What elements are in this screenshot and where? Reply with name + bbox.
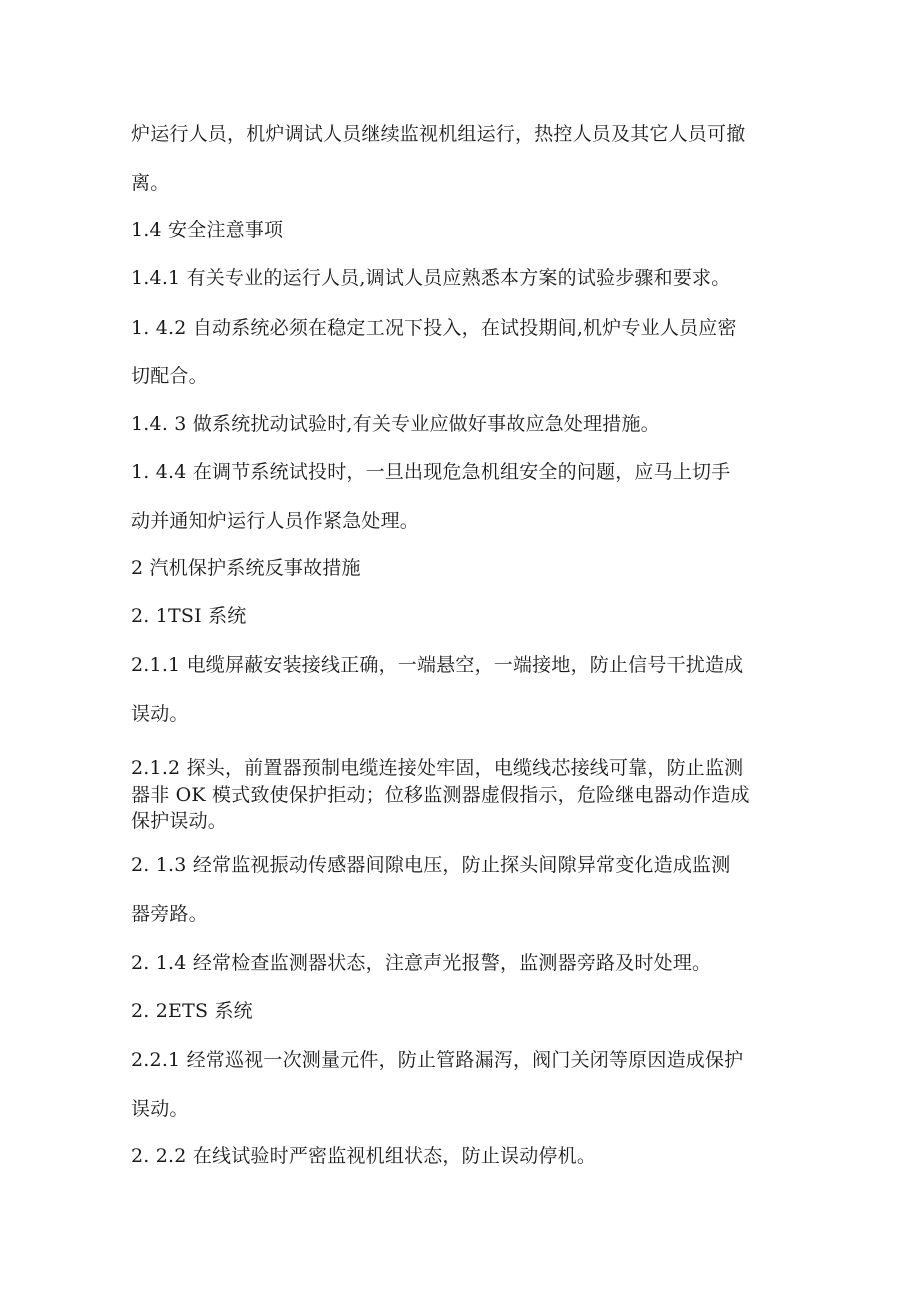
text-line: 离。	[131, 172, 170, 194]
text-line: 器非 OK 模式致使保护拒动；位移监测器虚假指示，危险继电器动作造成	[131, 784, 750, 806]
section-heading: 2. 1TSI 系统	[131, 605, 247, 627]
text-line: 保护误动。	[131, 810, 228, 832]
section-heading: 2 汽机保护系统反事故措施	[131, 557, 361, 579]
text-line: 器旁路。	[131, 903, 208, 925]
text-line: 炉运行人员，机炉调试人员继续监视机组运行，热控人员及其它人员可撤	[131, 123, 746, 145]
text-line: 1.4. 3 做系统扰动试验时,有关专业应做好事故应急处理措施。	[131, 413, 660, 435]
section-heading: 2. 2ETS 系统	[131, 1000, 253, 1022]
text-line: 2.2.1 经常巡视一次测量元件，防止管路漏泻，阀门关闭等原因造成保护	[131, 1049, 744, 1071]
text-line: 2.1.2 探头，前置器预制电缆连接处牢固，电缆线芯接线可靠，防止监测	[131, 757, 744, 779]
text-line: 切配合。	[131, 365, 208, 387]
text-line: 2.1.1 电缆屏蔽安装接线正确，一端悬空，一端接地，防止信号干扰造成	[131, 654, 744, 676]
text-line: 2. 2.2 在线试验时严密监视机组状态，防止误动停机。	[131, 1145, 597, 1167]
text-line: 2. 1.4 经常检查监测器状态，注意声光报警，监测器旁路及时处理。	[131, 952, 712, 974]
text-line: 1.4.1 有关专业的运行人员,调试人员应熟悉本方案的试验步骤和要求。	[131, 267, 731, 289]
text-line: 误动。	[131, 1098, 189, 1120]
text-line: 1. 4.4 在调节系统试投时，一旦出现危急机组安全的问题，应马上切手	[131, 461, 731, 483]
text-line: 1. 4.2 自动系统必须在稳定工况下投入，在试投期间,机炉专业人员应密	[131, 317, 737, 339]
text-line: 误动。	[131, 703, 189, 725]
text-line: 动并通知炉运行人员作紧急处理。	[131, 510, 420, 532]
section-heading: 1.4 安全注意事项	[131, 219, 284, 241]
text-line: 2. 1.3 经常监视振动传感器间隙电压，防止探头间隙异常变化造成监测	[131, 854, 731, 876]
